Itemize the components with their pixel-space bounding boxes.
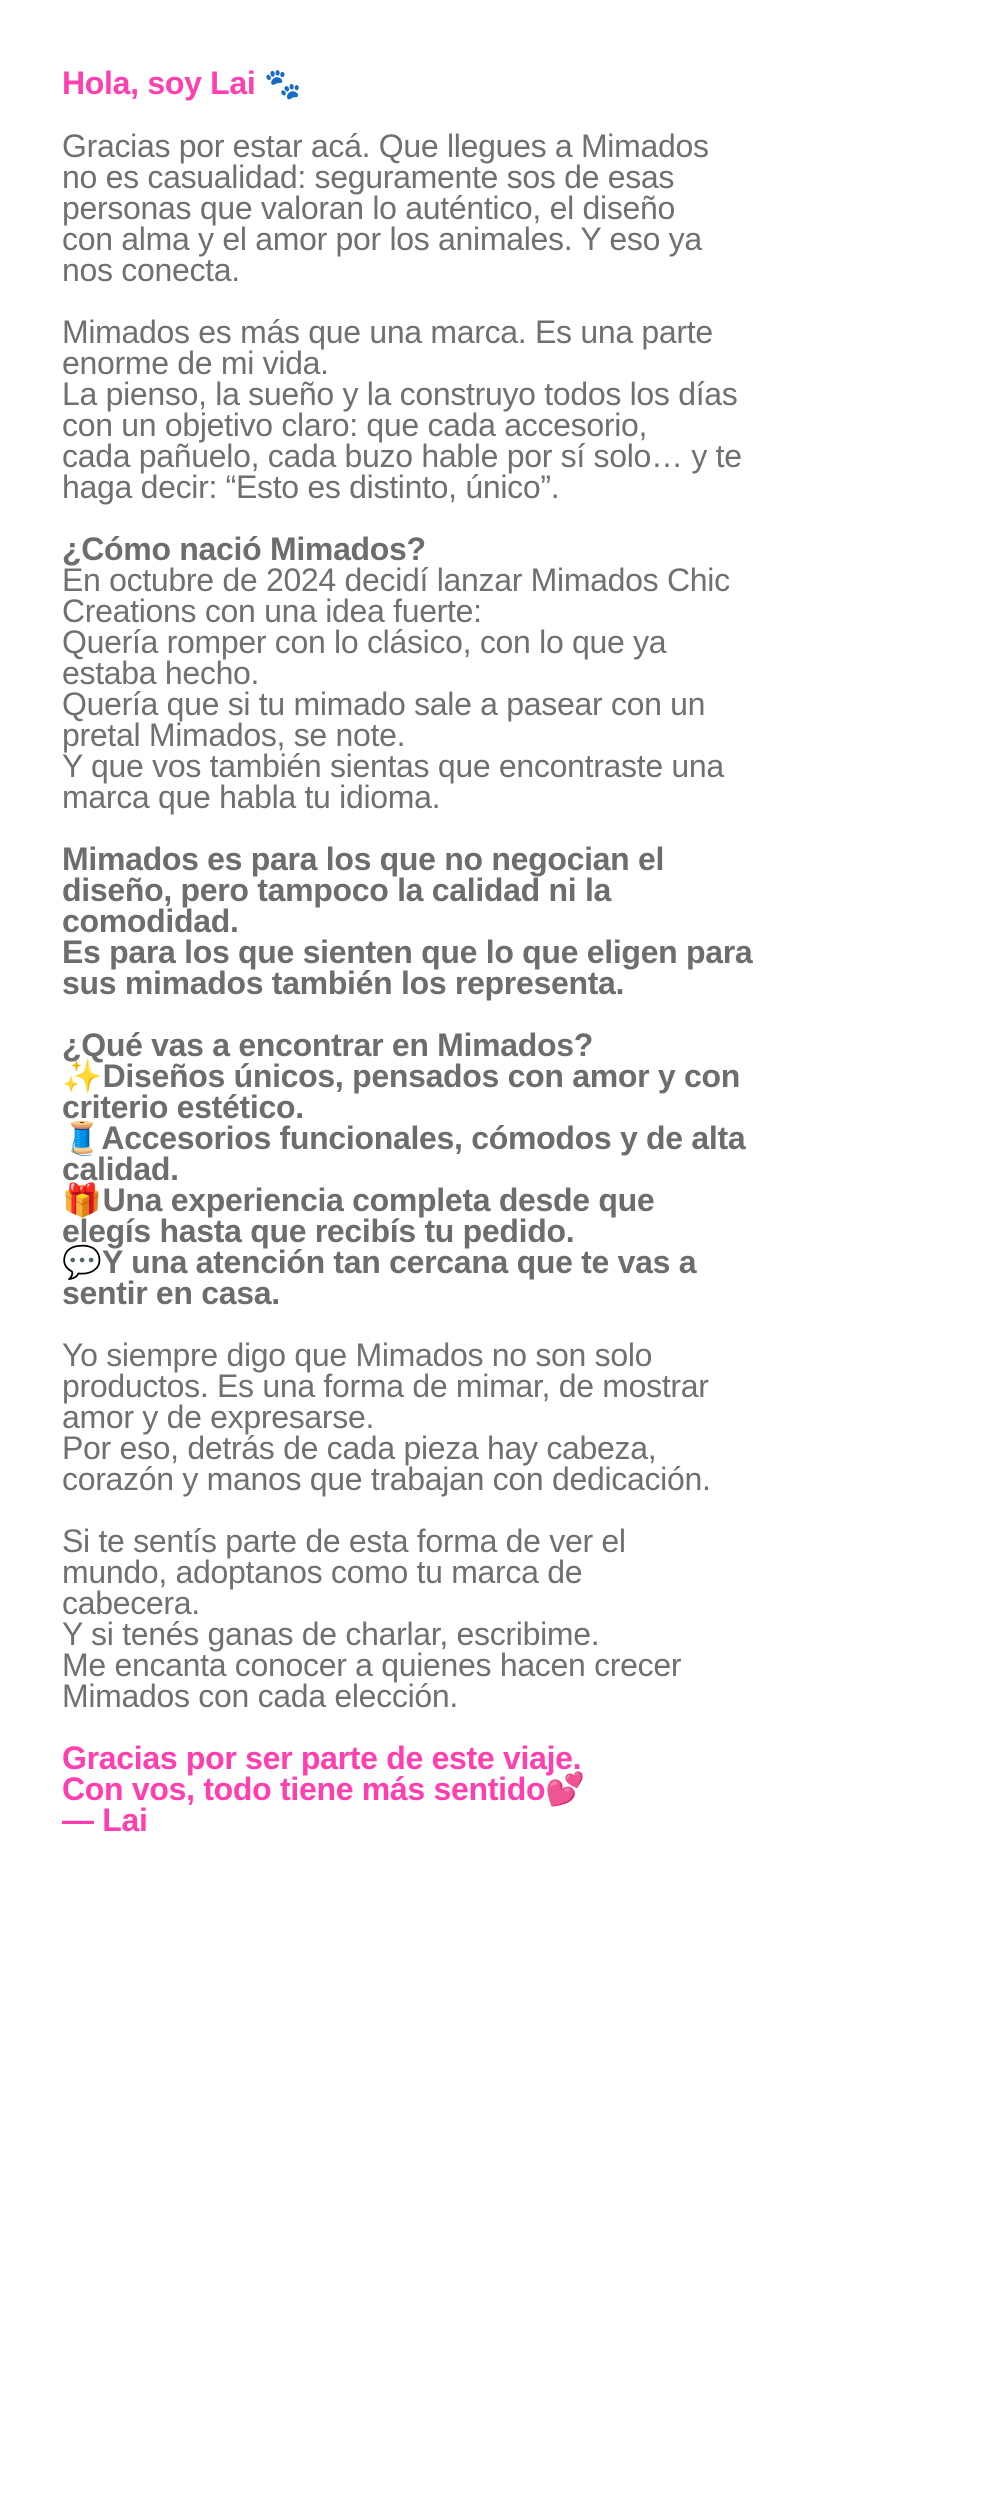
greeting-heading <box>62 65 802 101</box>
paragraph-line: Si te sentís parte de esta forma de ver el <box>62 1523 626 1559</box>
paragraph-line: Mimados es más que una marca. Es una parte <box>62 314 713 350</box>
paragraph-line: Por eso, detrás de cada pieza hay cabeza, <box>62 1430 657 1466</box>
paragraph-line: En octubre de 2024 decidí lanzar Mimados Chic <box>62 562 730 598</box>
feature-text: Y una atención tan cercana que te vas a <box>102 1244 697 1280</box>
paragraph-line: Yo siempre digo que Mimados no son solo <box>62 1337 653 1373</box>
paragraph-line: Es para los que sienten que lo que eligen para <box>62 934 753 970</box>
paragraph-line: Creations con una idea fuerte: <box>62 593 482 629</box>
feature-text: elegís hasta que recibís tu pedido. <box>62 1213 575 1249</box>
paragraph-line: amor y de expresarse. <box>62 1399 375 1435</box>
paragraph-line: cabecera. <box>62 1585 200 1621</box>
philosophy-paragraph <box>62 1337 802 1497</box>
paw-prints-icon: 🐾 <box>264 68 302 101</box>
origin-section <box>62 531 802 815</box>
feature-item <box>62 1182 802 1249</box>
paragraph-line: Gracias por estar acá. Que llegues a Mimados <box>62 128 709 164</box>
intro-paragraph <box>62 128 802 288</box>
paragraph-line: sus mimados también los representa. <box>62 965 625 1001</box>
feature-text: criterio estético. <box>62 1089 304 1125</box>
closing-signature <box>62 1740 802 1838</box>
feature-item <box>62 1058 802 1125</box>
paragraph-line: Mimados con cada elección. <box>62 1678 458 1714</box>
paragraph-line: Quería romper con lo clásico, con lo que ya <box>62 624 667 660</box>
paragraph-line: haga decir: “Esto es distinto, único”. <box>62 469 560 505</box>
feature-text: sentir en casa. <box>62 1275 280 1311</box>
paragraph-line: Me encanta conocer a quienes hacen crecer <box>62 1647 682 1683</box>
paragraph-line: no es casualidad: seguramente sos de esas <box>62 159 675 195</box>
paragraph-line: personas que valoran lo auténtico, el diseño <box>62 190 676 226</box>
feature-text: Una experiencia completa desde que <box>102 1182 655 1218</box>
thread-spool-icon: 🧵 <box>62 1120 102 1156</box>
two-hearts-icon: 💕 <box>545 1771 585 1807</box>
feature-item <box>62 1120 802 1187</box>
paragraph-line: enorme de mi vida. <box>62 345 329 381</box>
paragraph-line: estaba hecho. <box>62 655 260 691</box>
features-section <box>62 1027 802 1311</box>
paragraph-line: La pienso, la sueño y la construyo todos los días <box>62 376 738 412</box>
paragraph-line: mundo, adoptanos como tu marca de <box>62 1554 583 1590</box>
greeting-text: Hola, soy Lai <box>62 65 256 101</box>
gift-icon: 🎁 <box>62 1182 102 1218</box>
paragraph-line: Y que vos también sientas que encontraste una <box>62 748 724 784</box>
paragraph-line: Y si tenés ganas de charlar, escribime. <box>62 1616 600 1652</box>
audience-paragraph <box>62 841 802 1001</box>
features-heading: ¿Qué vas a encontrar en Mimados? <box>62 1027 593 1063</box>
feature-text: calidad. <box>62 1151 179 1187</box>
paragraph-line: con un objetivo claro: que cada accesorio, <box>62 407 648 443</box>
closing-line: Gracias por ser parte de este viaje. <box>62 1740 582 1776</box>
paragraph-line: con alma y el amor por los animales. Y eso ya <box>62 221 702 257</box>
signature: — Lai <box>62 1802 148 1838</box>
feature-text: Diseños únicos, pensados con amor y con <box>102 1058 740 1094</box>
speech-bubble-icon: 💬 <box>62 1244 102 1280</box>
closing-line: Con vos, todo tiene más sentido <box>62 1771 546 1807</box>
paragraph-line: marca que habla tu idioma. <box>62 779 441 815</box>
paragraph-line: comodidad. <box>62 903 239 939</box>
feature-item <box>62 1244 802 1311</box>
paragraph-line: productos. Es una forma de mimar, de mostrar <box>62 1368 709 1404</box>
paragraph-line: nos conecta. <box>62 252 240 288</box>
invitation-paragraph <box>62 1523 802 1714</box>
brand-paragraph <box>62 314 802 505</box>
origin-heading: ¿Cómo nació Mimados? <box>62 531 426 567</box>
paragraph-line: corazón y manos que trabajan con dedicación. <box>62 1461 711 1497</box>
paragraph-line: Quería que si tu mimado sale a pasear con un <box>62 686 706 722</box>
paragraph-line: diseño, pero tampoco la calidad ni la <box>62 872 612 908</box>
paragraph-line: Mimados es para los que no negocian el <box>62 841 665 877</box>
feature-text: Accesorios funcionales, cómodos y de alta <box>101 1120 746 1156</box>
sparkles-icon: ✨ <box>62 1058 102 1094</box>
paragraph-line: cada pañuelo, cada buzo hable por sí solo… y te <box>62 438 742 474</box>
letter-content <box>62 65 802 1867</box>
paragraph-line: pretal Mimados, se note. <box>62 717 406 753</box>
